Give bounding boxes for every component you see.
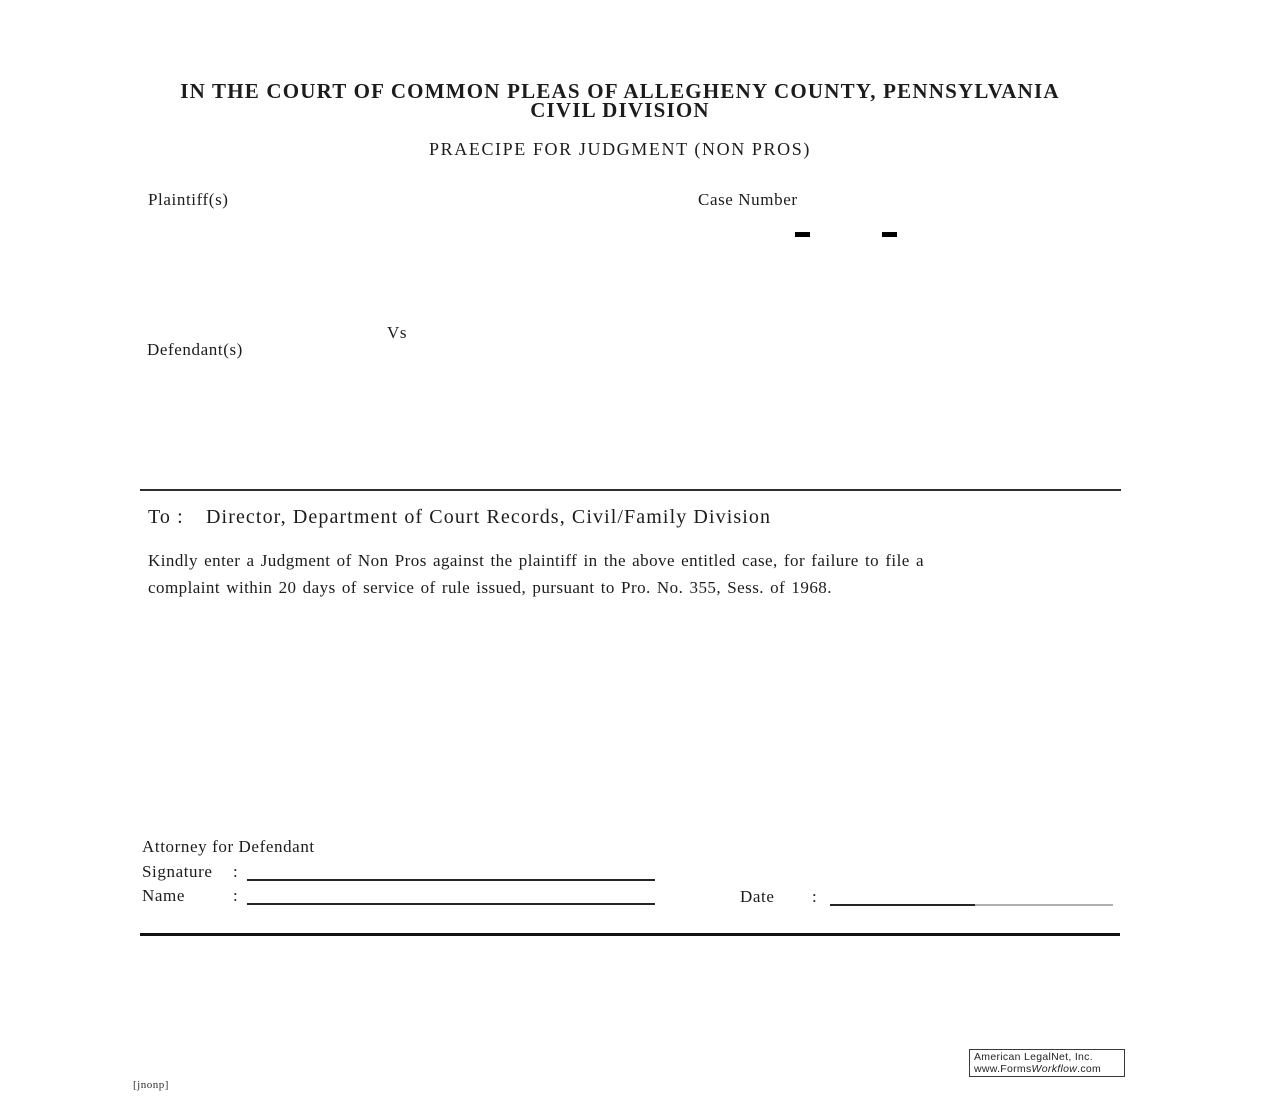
date-label: Date	[740, 887, 775, 906]
form-title: PRAECIPE FOR JUDGMENT (NON PROS)	[429, 139, 811, 159]
section-divider	[140, 489, 1121, 491]
name-fill-line[interactable]	[247, 903, 655, 905]
body-paragraph-line2: complaint within 20 days of service of rule issued, pursuant to Pro. No. 355, Sess. of 1968.	[148, 578, 832, 597]
addressee-line	[148, 506, 771, 529]
vs-label: Vs	[387, 323, 408, 342]
case-number-dash	[795, 232, 810, 237]
brand-workflow-italic: Workflow	[1031, 1062, 1078, 1075]
name-colon: :	[233, 886, 239, 905]
date-fill-line-extension[interactable]	[975, 904, 1113, 906]
legalnet-brand-line2	[974, 1064, 1124, 1076]
legalnet-branding-box	[969, 1049, 1125, 1077]
to-value: Director, Department of Court Records, Civil/Family Division	[206, 506, 772, 528]
form-code: [jnonp]	[133, 1079, 169, 1091]
date-fill-line[interactable]	[830, 904, 975, 906]
signature-colon: :	[233, 862, 239, 881]
brand-com-suffix: .com	[1077, 1062, 1102, 1075]
case-number-label: Case Number	[698, 190, 798, 209]
brand-www-prefix: www.Forms	[974, 1062, 1032, 1075]
date-colon: :	[812, 887, 818, 906]
name-label: Name	[142, 886, 185, 905]
bottom-rule	[140, 933, 1120, 936]
case-number-dash	[882, 232, 897, 237]
defendant-label: Defendant(s)	[147, 340, 243, 359]
legalnet-brand-line1: American LegalNet, Inc.	[974, 1051, 1093, 1063]
to-label: To :	[148, 506, 184, 528]
signature-label: Signature	[142, 862, 213, 881]
court-title-line1: IN THE COURT OF COMMON PLEAS OF ALLEGHENY COUNTY, PENNSYLVANIA	[180, 79, 1060, 103]
court-title-line2: CIVIL DIVISION	[530, 98, 710, 122]
signature-fill-line[interactable]	[247, 879, 655, 881]
attorney-for-defendant-heading: Attorney for Defendant	[142, 837, 315, 856]
plaintiff-label: Plaintiff(s)	[148, 190, 229, 209]
body-paragraph-line1: Kindly enter a Judgment of Non Pros against the plaintiff in the above entitled case, for failure to file a	[148, 551, 924, 570]
